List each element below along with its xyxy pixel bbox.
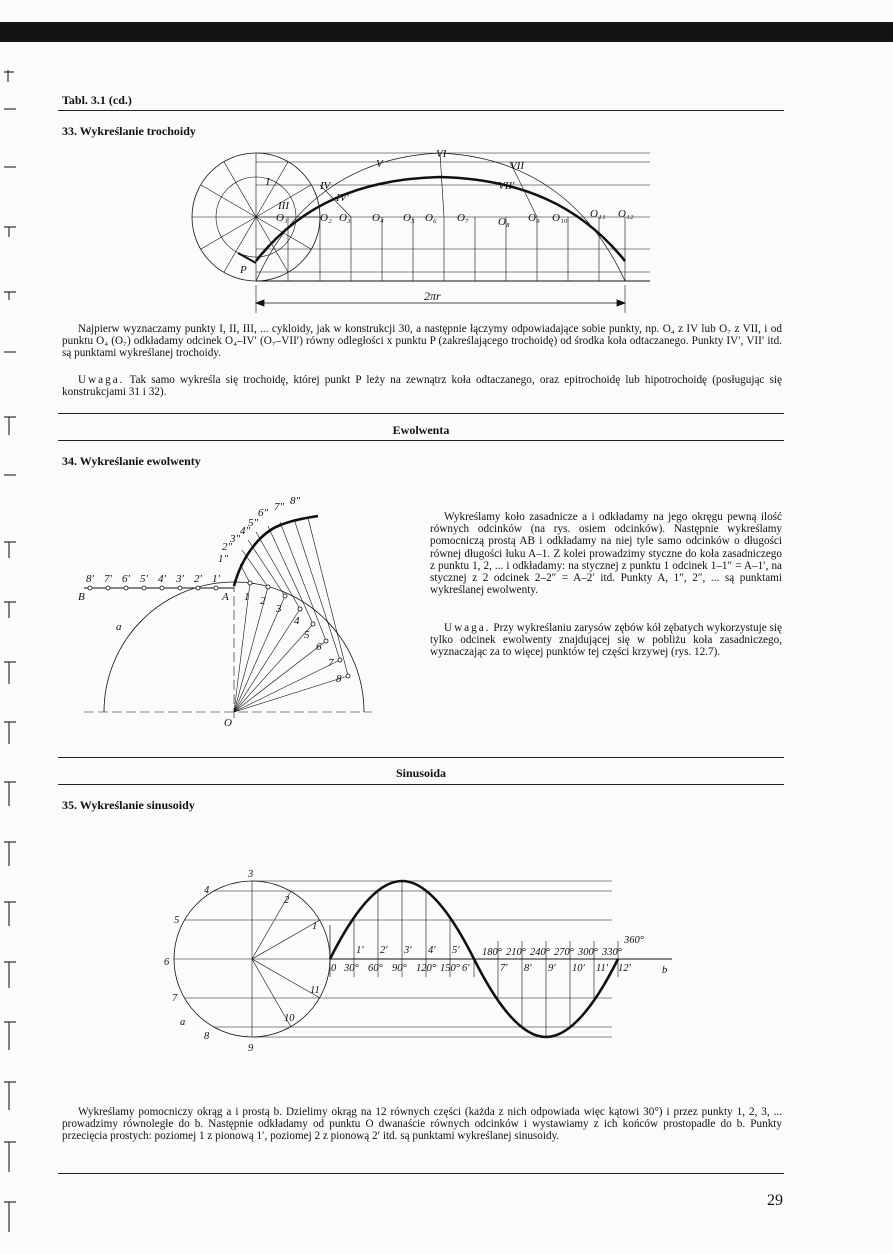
circ-5: 5 (174, 915, 180, 926)
arc-1: 1 (244, 591, 250, 603)
note-text: Tak samo wykreśla się trochoidę, której punkt P leży na zewnątrz koła odtaczanego, oraz epitrochoidę lub hipotrochoidę (posługując się konstrukcjami 31 i 32). (62, 374, 782, 399)
angle-300: 300° (578, 947, 598, 958)
trochoid-figure (180, 145, 650, 315)
circle-label-a: a (116, 621, 122, 633)
prime-3: 3' (176, 573, 184, 585)
axis-label-b: b (662, 965, 668, 976)
div-12: 12' (618, 963, 631, 974)
label-p: P (240, 264, 247, 276)
footer-rule (58, 1173, 784, 1174)
sinusoida-banner: Sinusoida (395, 766, 447, 780)
arc-7: 7 (328, 657, 334, 669)
circ-10: 10 (284, 1013, 295, 1024)
arc-4: 4 (294, 615, 300, 627)
sinusoid-figure (162, 865, 682, 1055)
ewolwenta-rule-top (58, 413, 784, 414)
div-5: 5' (452, 945, 460, 956)
page-number: 29 (767, 1192, 783, 1209)
note-label: Uwaga. (444, 622, 491, 634)
angle-150: 150° (440, 963, 460, 974)
angle-360: 360° (624, 935, 644, 946)
center-o1: O₁ (276, 212, 288, 224)
div-1: 1' (356, 945, 364, 956)
prime-6: 6' (122, 573, 130, 585)
div-11: 11' (596, 963, 608, 974)
center-o3: O₃ (339, 212, 351, 224)
div-6: 6' (462, 963, 470, 974)
inv-5: 5" (248, 517, 259, 529)
circ-7: 7 (172, 993, 178, 1004)
circ-1: 1 (312, 921, 318, 932)
binding-edge-marks (0, 42, 60, 1254)
div-4: 4' (428, 945, 436, 956)
angle-180: 180° (482, 947, 502, 958)
scan-top-bar (0, 22, 893, 42)
section-33-paragraph: Najpierw wyznaczamy punkty I, II, III, ... cykloidy, jak w konstrukcji 30, a następnie łączymy odpowiadające sobie punkty, np. O₄ z IV lub O₇ z VII, i od punktu O₄ (O₇) odkładamy odcinek O₄–IV′ (O₇–VII′) równy odległości x punktu P (zakreślającego trochoidę) od środka koła odtaczanego. Punkty IV′, VII′ itd. są punktami wykreślanej trochoidy. (62, 323, 782, 360)
prime-8: 8' (86, 573, 94, 585)
circ-11: 11 (310, 985, 320, 996)
inv-2: 2" (222, 541, 233, 553)
inv-3: 3" (230, 533, 241, 545)
inv-6: 6" (258, 507, 269, 519)
div-10: 10' (572, 963, 585, 974)
label-iv: IV (320, 180, 331, 192)
angle-210: 210° (506, 947, 526, 958)
center-o10: O₁₀ (552, 212, 568, 224)
note-label: Uwaga. (78, 374, 125, 386)
circ-2: 2 (284, 895, 290, 906)
prime-2: 2' (194, 573, 202, 585)
label-i: I (266, 176, 270, 188)
section-35-title: 35. Wykreślanie sinusoidy (62, 798, 195, 812)
div-7: 7' (500, 963, 508, 974)
arc-6: 6 (316, 641, 322, 653)
circ-4: 4 (204, 885, 210, 896)
center-o8: O₈ (498, 216, 510, 228)
span-label: 2πr (424, 289, 441, 303)
section-33-note (62, 374, 782, 398)
sinusoida-rule-top (58, 757, 784, 758)
label-vii-prime: VII' (498, 180, 515, 192)
section-34-paragraph: Wykreślamy koło zasadnicze a i odkładamy na jego okręgu pewną ilość równych odcinków (na rys. osiem odcinków). Następnie wykreślamy pomocniczą prostą AB i odkładamy na niej tyle samo odcinków o długości równej długości łuku A–1. Z kolei prowadzimy styczne do koła zasadniczego z punktu 1, 2, ... i odkładamy: na stycznej z punktu 1 odcinek 1–1″ = A–1′, na stycznej z 2 odcinek 2–2″ = A–2′ itd. Punkty A, 1″, 2″, ... są punktami wykreślanej ewolwenty. (430, 511, 782, 597)
section-33-title: 33. Wykreślanie trochoidy (62, 124, 196, 138)
point-a: A (222, 591, 229, 603)
circ-9: 9 (248, 1043, 254, 1054)
ewolwenta-rule-bottom (58, 440, 784, 441)
center-o: O (224, 717, 232, 729)
div-9: 9' (548, 963, 556, 974)
angle-240: 240° (530, 947, 550, 958)
prime-4: 4' (158, 573, 166, 585)
table-label: Tabl. 3.1 (cd.) (62, 93, 132, 107)
circ-8: 8 (204, 1031, 210, 1042)
center-o6: O₆ (425, 212, 437, 224)
prime-7: 7' (104, 573, 112, 585)
div-8: 8' (524, 963, 532, 974)
label-vii: VII (510, 160, 525, 172)
inv-4: 4" (240, 525, 251, 537)
section-34-note (430, 622, 782, 659)
center-o2: O₂ (320, 212, 332, 224)
arc-8: 8 (336, 673, 342, 685)
circ-6: 6 (164, 957, 170, 968)
inv-1: 1" (218, 553, 229, 565)
center-o12: O₁₂ (618, 208, 634, 220)
angle-30: 30° (344, 963, 359, 974)
center-o11: O₁₁ (590, 208, 606, 220)
sinusoida-rule-bottom (58, 784, 784, 785)
prime-1: 1' (212, 573, 220, 585)
involute-figure (72, 490, 382, 735)
angle-60: 60° (368, 963, 383, 974)
angle-120: 120° (416, 963, 436, 974)
div-3: 3' (404, 945, 412, 956)
angle-270: 270° (554, 947, 574, 958)
label-iii: III (278, 200, 289, 212)
center-o9: O₉ (528, 212, 540, 224)
inv-8: 8" (290, 495, 301, 507)
arc-3: 3 (276, 603, 282, 615)
arc-5: 5 (304, 629, 310, 641)
label-iv-prime: IV' (336, 192, 349, 204)
angle-330: 330° (602, 947, 622, 958)
center-o5: O₅ (403, 212, 415, 224)
label-vi: VI (436, 148, 447, 160)
inv-7: 7" (274, 501, 285, 513)
angle-0: 0 (331, 963, 337, 974)
ewolwenta-banner: Ewolwenta (392, 423, 450, 437)
section-35-paragraph: Wykreślamy pomocniczy okrąg a i prostą b. Dzielimy okrąg na 12 równych części (każda z nich odpowiada więc kątowi 30°) i przez punkty 1, 2, 3, ... prowadzimy równoległe do b. Następnie odkładamy od punktu O dwanaście równych odcinków i wystawiamy z ich końców prostopadłe do b. Punkty przecięcia prostych: poziomej 1 z pionową 1′, poziomej 2 z pionową 2′ itd. są punktami wykreślanej sinusoidy. (62, 1106, 782, 1143)
prime-5: 5' (140, 573, 148, 585)
arc-2: 2 (260, 595, 266, 607)
center-o4: O₄ (372, 212, 384, 224)
angle-90: 90° (392, 963, 407, 974)
circle-label-a: a (180, 1017, 186, 1028)
label-v: V (376, 158, 383, 170)
note-text: Przy wykreślaniu zarysów zębów kół zębatych wykorzystuje się tylko odcinek ewolwenty znajdującej się w pobliżu koła zasadniczego, wyznaczając za to więcej punktów tej części krzywej (rys. 12.7). (430, 622, 782, 659)
center-o7: O₇ (457, 212, 469, 224)
div-2: 2' (380, 945, 388, 956)
point-b: B (78, 591, 85, 603)
circ-3: 3 (248, 869, 254, 880)
header-rule (58, 110, 784, 111)
section-34-title: 34. Wykreślanie ewolwenty (62, 454, 201, 468)
